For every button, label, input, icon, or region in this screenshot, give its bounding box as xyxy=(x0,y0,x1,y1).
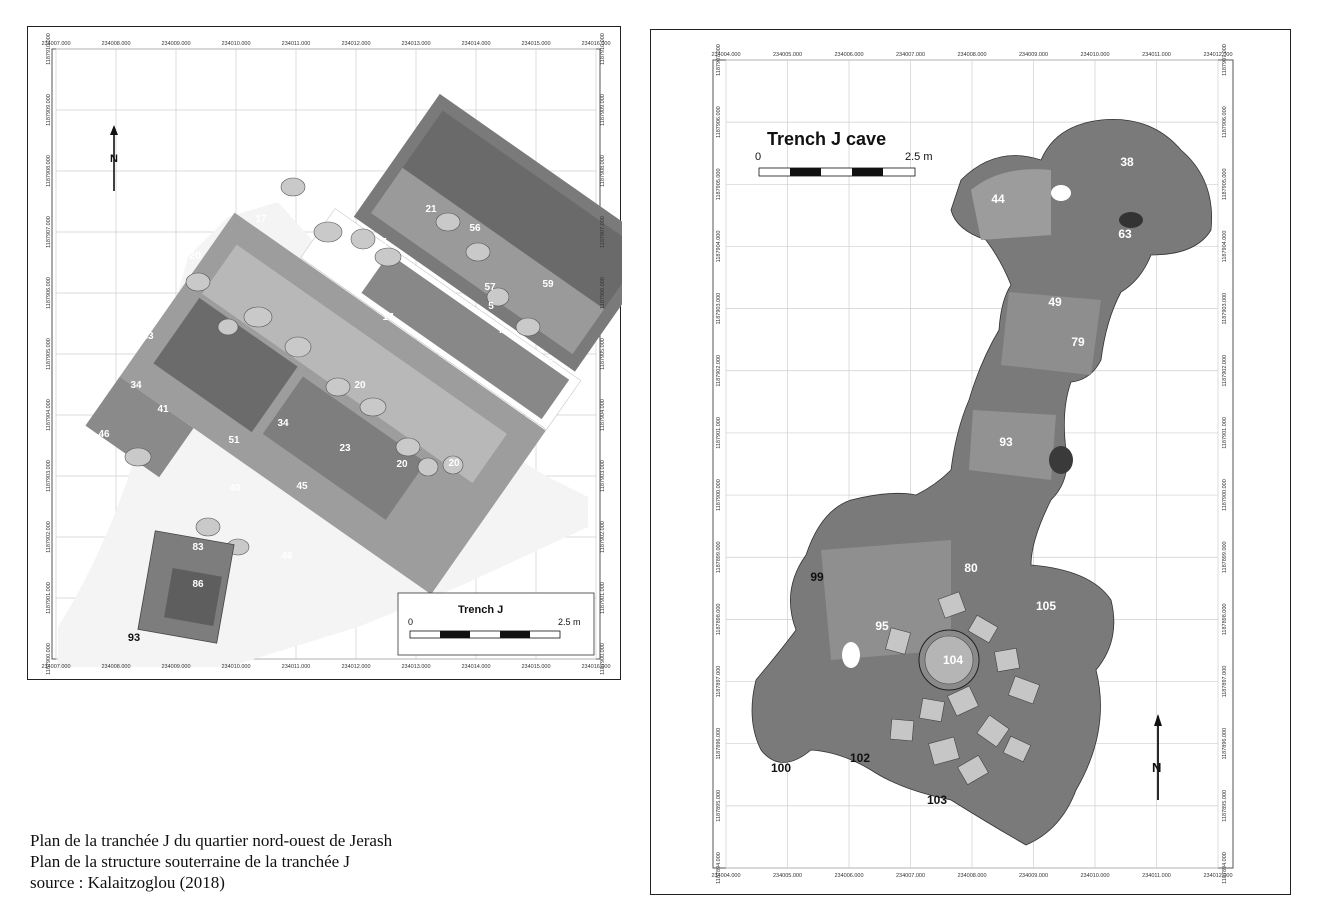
feature-number-label: 38 xyxy=(1120,155,1134,169)
y-tick-label: 1187897.000 xyxy=(1222,665,1228,698)
feature-number-label: 104 xyxy=(942,653,964,667)
y-tick-label: 1187900.000 xyxy=(1222,479,1228,511)
feature-number-label: 20 xyxy=(448,458,460,469)
scale-start: 0 xyxy=(755,151,762,163)
y-tick-label: 1187898.000 xyxy=(1222,603,1228,636)
x-tick-label: 234010.000 xyxy=(1080,52,1110,58)
caption-line-3: source : Kalaitzoglou (2018) xyxy=(30,873,225,892)
feature-number-label: 5 xyxy=(488,301,494,312)
y-tick-label: 1187901.000 xyxy=(716,417,722,449)
x-tick-label: 234012.000 xyxy=(1203,52,1233,58)
scale-bar xyxy=(759,168,915,176)
x-tick-label: 234006.000 xyxy=(834,52,864,58)
x-tick-label: 234007.000 xyxy=(895,52,926,58)
x-tick-label: 234016.000 xyxy=(581,41,611,47)
y-tick-label: 1187905.000 xyxy=(600,338,606,370)
y-tick-label: 1187904.000 xyxy=(1222,230,1228,263)
x-tick-label: 234008.000 xyxy=(957,52,987,58)
trench-j-plan-panel xyxy=(27,26,621,680)
x-tick-label: 234009.000 xyxy=(1018,52,1049,58)
x-tick-label: 234011.000 xyxy=(281,664,311,670)
y-tick-label: 1187903.000 xyxy=(716,292,722,325)
caption-line-2: Plan de la structure souterraine de la tranchée J xyxy=(30,852,351,871)
x-tick-label: 234005.000 xyxy=(772,52,803,58)
y-tick-label: 1187908.000 xyxy=(600,155,606,187)
y-tick-label: 1187902.000 xyxy=(716,354,722,387)
y-tick-label: 1187897.000 xyxy=(716,665,722,698)
feature-number-label: 21 xyxy=(425,204,437,215)
x-tick-label: 234016.000 xyxy=(581,664,611,670)
y-tick-label: 1187894.000 xyxy=(1222,852,1228,884)
y-tick-label: 1187908.000 xyxy=(46,155,52,187)
y-tick-label: 1187901.000 xyxy=(1222,417,1228,449)
x-tick-label: 234005.000 xyxy=(772,873,803,879)
scale-title: Trench J cave xyxy=(767,129,887,149)
feature-number-label: 20 xyxy=(396,459,408,470)
y-tick-label: 1187907.000 xyxy=(1222,44,1228,76)
x-tick-label: 234011.000 xyxy=(1142,52,1171,58)
feature-number-label: 45 xyxy=(296,481,308,492)
feature-number-label: 17 xyxy=(255,214,267,225)
trench-j-cave-plan-panel xyxy=(650,29,1291,895)
feature-number-label: 93 xyxy=(999,435,1013,449)
feature-number-label: 20 xyxy=(354,380,366,391)
x-tick-label: 234007.000 xyxy=(41,41,71,47)
scale-end: 2.5 m xyxy=(905,151,933,163)
y-tick-label: 1187905.000 xyxy=(1222,168,1228,201)
feature-number-label: 7 xyxy=(498,325,504,336)
y-tick-label: 1187898.000 xyxy=(716,603,722,636)
y-tick-label: 1187901.000 xyxy=(46,582,52,614)
x-tick-label: 234009.000 xyxy=(161,664,191,670)
feature-number-label: 100 xyxy=(770,761,792,775)
scale-end: 2.5 m xyxy=(558,617,581,627)
x-tick-label: 234009.000 xyxy=(1018,873,1049,879)
scale-start: 0 xyxy=(408,617,414,627)
feature-number-label: 23 xyxy=(339,443,351,454)
feature-number-label: 99 xyxy=(810,570,824,584)
y-tick-label: 1187895.000 xyxy=(1222,789,1228,822)
y-tick-label: 1187900.000 xyxy=(600,643,606,675)
feature-number-label: 40 xyxy=(229,483,241,494)
y-tick-label: 1187903.000 xyxy=(600,460,606,492)
y-tick-label: 1187896.000 xyxy=(716,727,722,760)
feature-number-label: 4 xyxy=(315,185,321,196)
north-label: N xyxy=(1152,760,1162,775)
feature-number-label: 102 xyxy=(849,751,871,765)
feature-number-label: 44 xyxy=(991,192,1005,206)
feature-number-label: 51 xyxy=(228,435,240,446)
y-tick-label: 1187905.000 xyxy=(716,168,722,201)
x-tick-label: 234010.000 xyxy=(221,664,251,670)
feature-number-label: 46 xyxy=(98,429,110,440)
y-tick-label: 1187903.000 xyxy=(1222,292,1228,325)
feature-number-label: 63 xyxy=(1118,227,1132,241)
y-tick-label: 1187902.000 xyxy=(46,521,52,553)
y-tick-label: 1187906.000 xyxy=(46,277,52,309)
y-tick-label: 1187899.000 xyxy=(716,541,722,574)
y-tick-label: 1187901.000 xyxy=(600,582,606,614)
y-tick-label: 1187909.000 xyxy=(600,94,606,126)
x-tick-label: 234014.000 xyxy=(461,41,491,47)
y-tick-label: 1187895.000 xyxy=(716,789,722,822)
feature-number-label: 33 xyxy=(142,331,154,342)
y-tick-label: 1187906.000 xyxy=(716,106,722,139)
trench-j-cave-plan-map xyxy=(651,30,1292,896)
x-tick-label: 234010.000 xyxy=(221,41,251,47)
feature-number-label: 17 xyxy=(382,312,394,323)
feature-number-label: 9 xyxy=(366,155,372,166)
x-tick-label: 234009.000 xyxy=(161,41,191,47)
y-tick-label: 1187902.000 xyxy=(600,521,606,553)
y-tick-label: 1187896.000 xyxy=(1222,727,1228,760)
y-tick-label: 1187910.000 xyxy=(600,33,606,65)
feature-number-label: 5 xyxy=(381,237,387,248)
feature-number-label: 56 xyxy=(469,223,481,234)
y-tick-label: 1187909.000 xyxy=(46,94,52,126)
x-tick-label: 234008.000 xyxy=(101,41,131,47)
y-tick-label: 1187900.000 xyxy=(716,479,722,511)
x-tick-label: 234013.000 xyxy=(401,664,431,670)
feature-number-label: 105 xyxy=(1035,599,1057,613)
feature-number-label: 34 xyxy=(130,380,142,391)
y-tick-label: 1187907.000 xyxy=(716,44,722,76)
y-tick-label: 1187904.000 xyxy=(716,230,722,263)
feature-number-label: 49 xyxy=(1048,295,1062,309)
x-tick-label: 234007.000 xyxy=(895,873,926,879)
feature-number-label: 7 xyxy=(548,357,554,368)
feature-number-label: 93 xyxy=(127,632,141,644)
x-tick-label: 234010.000 xyxy=(1080,873,1110,879)
x-tick-label: 234007.000 xyxy=(41,664,71,670)
feature-number-label: 79 xyxy=(1071,335,1085,349)
caption-line-1: Plan de la tranchée J du quartier nord-ouest de Jerash xyxy=(30,831,393,850)
feature-number-label: 59 xyxy=(542,279,554,290)
feature-number-label: 20 xyxy=(188,250,202,262)
x-tick-label: 234008.000 xyxy=(957,873,987,879)
x-tick-label: 234012.000 xyxy=(1203,873,1233,879)
x-tick-label: 234012.000 xyxy=(341,41,371,47)
feature-number-label: 83 xyxy=(192,542,204,553)
x-tick-label: 234006.000 xyxy=(834,873,864,879)
y-tick-label: 1187902.000 xyxy=(1222,354,1228,387)
y-tick-label: 1187894.000 xyxy=(716,852,722,884)
scale-bar xyxy=(410,631,560,638)
y-tick-label: 1187907.000 xyxy=(46,216,52,248)
feature-number-label: 41 xyxy=(157,404,169,415)
y-tick-label: 1187905.000 xyxy=(46,338,52,370)
feature-number-label: 34 xyxy=(277,418,289,429)
y-tick-label: 1187907.000 xyxy=(600,216,606,248)
x-tick-label: 234015.000 xyxy=(521,664,551,670)
y-tick-label: 1187906.000 xyxy=(600,277,606,309)
y-tick-label: 1187904.000 xyxy=(46,399,52,431)
x-tick-label: 234011.000 xyxy=(1142,873,1171,879)
x-tick-label: 234014.000 xyxy=(461,664,491,670)
trench-j-plan-map xyxy=(28,27,622,681)
feature-number-label: 6 xyxy=(262,154,268,165)
north-label: N xyxy=(110,153,118,165)
x-tick-label: 234004.000 xyxy=(711,52,741,58)
x-tick-label: 234013.000 xyxy=(401,41,431,47)
feature-number-label: 86 xyxy=(192,579,204,590)
x-tick-label: 234015.000 xyxy=(521,41,551,47)
y-tick-label: 1187904.000 xyxy=(600,399,606,431)
figure-caption xyxy=(30,830,392,893)
y-tick-label: 1187906.000 xyxy=(1222,106,1228,139)
y-tick-label: 1187910.000 xyxy=(46,33,52,65)
y-tick-label: 1187899.000 xyxy=(1222,541,1228,574)
feature-number-label: 95 xyxy=(875,619,889,633)
x-tick-label: 234004.000 xyxy=(711,873,741,879)
feature-number-label: 57 xyxy=(484,282,496,293)
feature-number-label: 80 xyxy=(964,561,978,575)
feature-number-label: 103 xyxy=(926,793,948,807)
feature-number-label: 46 xyxy=(281,551,293,562)
x-tick-label: 234011.000 xyxy=(281,41,311,47)
y-tick-label: 1187900.000 xyxy=(46,643,52,675)
scale-title: Trench J xyxy=(458,604,504,616)
x-tick-label: 234008.000 xyxy=(101,664,131,670)
x-tick-label: 234012.000 xyxy=(341,664,371,670)
y-tick-label: 1187903.000 xyxy=(46,460,52,492)
